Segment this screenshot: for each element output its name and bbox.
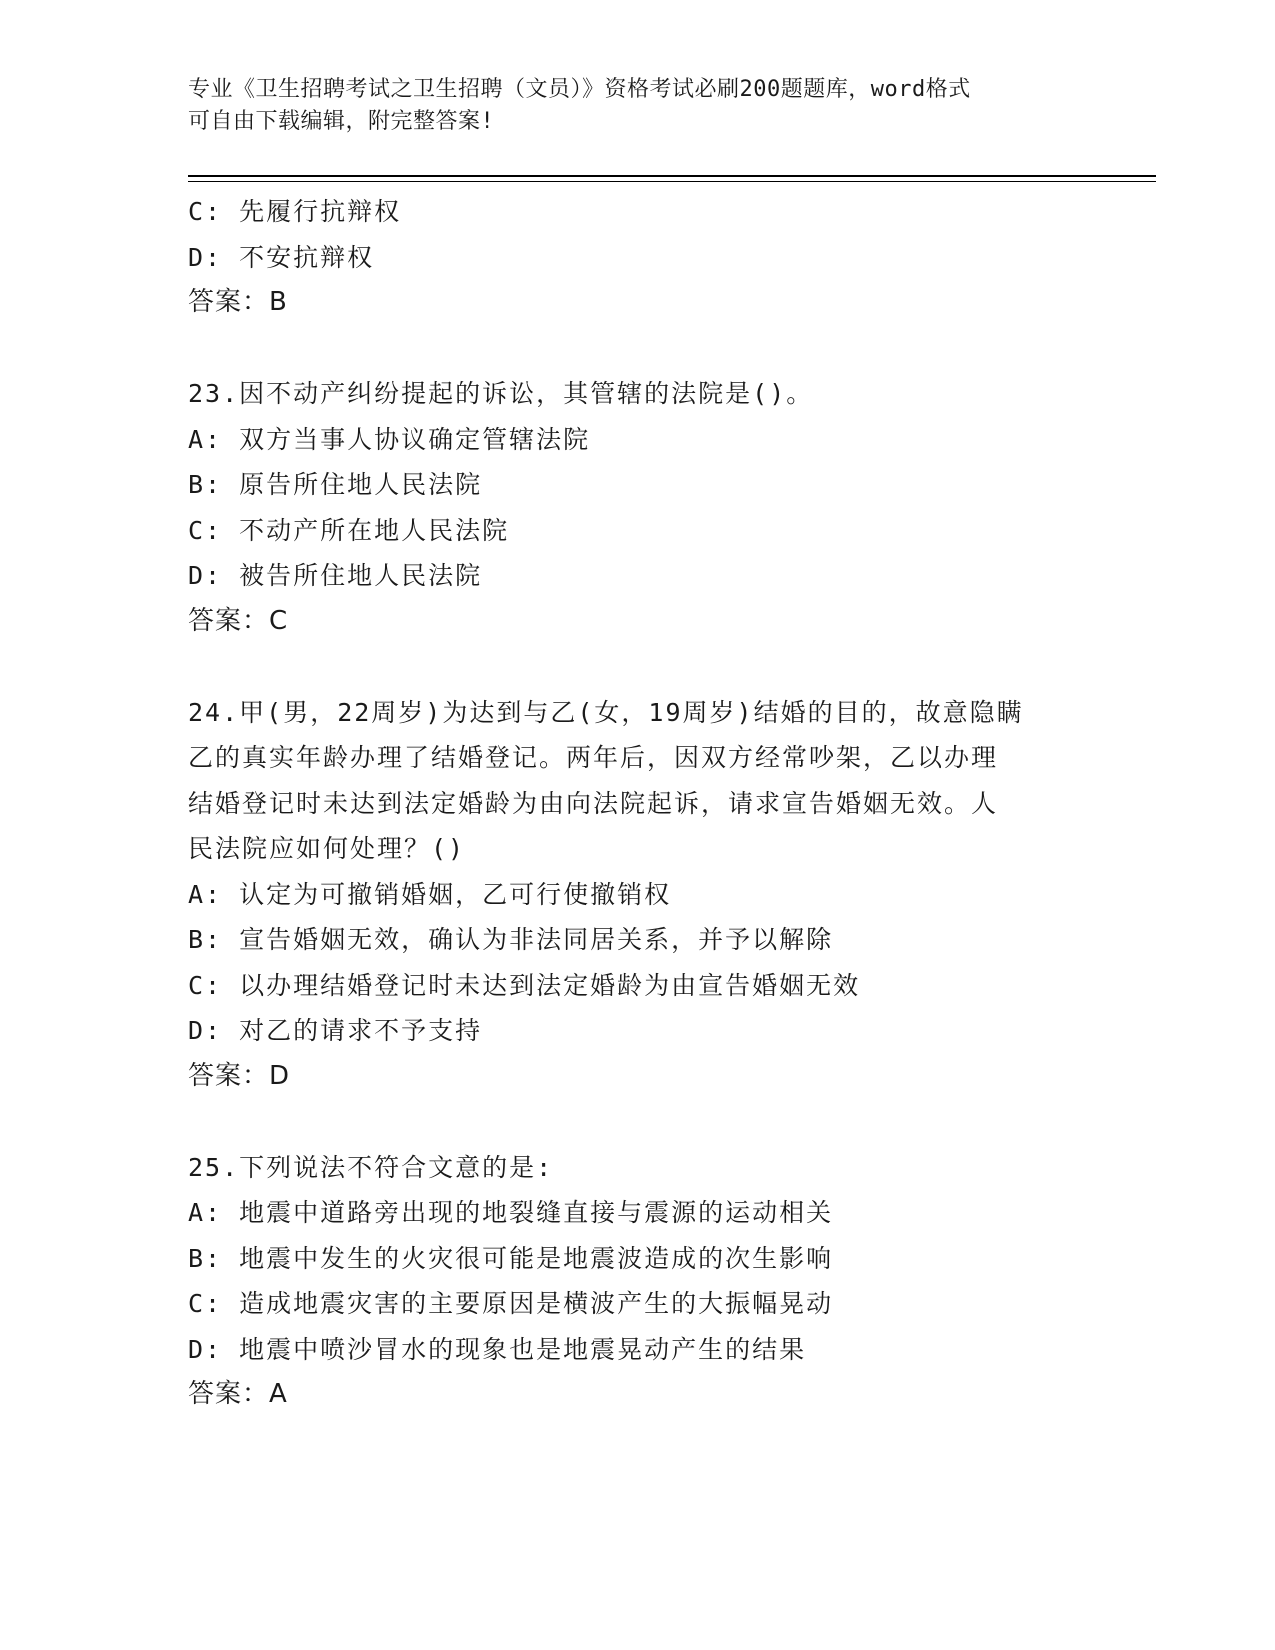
option-a: A: 双方当事人协议确定管辖法院: [188, 424, 591, 454]
option-d: D: 被告所住地人民法院: [188, 561, 483, 590]
page-header: [188, 74, 1068, 138]
spacer: [188, 326, 1118, 372]
question-stem-line: 乙的真实年龄办理了结婚登记。两年后，因双方经常吵架，乙以办理: [188, 743, 999, 772]
question-25: [188, 1145, 1118, 1418]
option-b: B: 宣告婚姻无效，确认为非法同居关系，并予以解除: [188, 925, 834, 954]
option-d: D: 地震中喷沙冒水的现象也是地震晃动产生的结果: [188, 1334, 807, 1364]
question-23: [188, 371, 1118, 644]
option-b: B: 原告所住地人民法院: [188, 470, 483, 499]
question-24: [188, 690, 1118, 1100]
question-stem: 25.下列说法不符合文意的是:: [188, 1152, 554, 1182]
answer: 答案：B: [188, 287, 288, 317]
option-c: C: 以办理结婚登记时未达到法定婚龄为由宣告婚姻无效: [188, 970, 861, 1000]
option-c: C: 造成地震灾害的主要原因是横波产生的大振幅晃动: [188, 1289, 834, 1318]
answer: 答案：C: [188, 605, 289, 636]
option-b: B: 地震中发生的火灾很可能是地震波造成的次生影响: [188, 1243, 834, 1273]
question-body: [188, 189, 1118, 1418]
option-c: C: 不动产所在地人民法院: [188, 515, 510, 545]
option-a: A: 认定为可撤销婚姻，乙可行使撤销权: [188, 879, 672, 909]
answer: 答案：A: [188, 1379, 288, 1409]
question-stem-line: 24.甲(男，22周岁)为达到与乙(女，19周岁)结婚的目的，故意隐瞒: [188, 697, 1024, 727]
question-22-tail: [188, 189, 1118, 326]
option-c: C: 先履行抗辩权: [188, 197, 402, 226]
header-rule-thick: [188, 175, 1156, 177]
question-stem-line: 结婚登记时未达到法定婚龄为由向法院起诉，请求宣告婚姻无效。人: [188, 788, 999, 818]
spacer: [188, 644, 1118, 690]
header-rule-thin: [188, 181, 1156, 182]
question-stem-line: 民法院应如何处理？(): [188, 834, 466, 863]
answer: 答案：D: [188, 1060, 291, 1091]
option-d: D: 不安抗辩权: [188, 242, 375, 272]
header-line-1: 专业《卫生招聘考试之卫生招聘（文员）》资格考试必刷200题题库，word格式: [188, 77, 971, 102]
header-line-2: 可自由下载编辑，附完整答案!: [188, 109, 495, 134]
question-stem: 23.因不动产纠纷提起的诉讼，其管辖的法院是()。: [188, 379, 814, 408]
option-a: A: 地震中道路旁出现的地裂缝直接与震源的运动相关: [188, 1198, 834, 1227]
spacer: [188, 1099, 1118, 1145]
option-d: D: 对乙的请求不予支持: [188, 1016, 483, 1045]
